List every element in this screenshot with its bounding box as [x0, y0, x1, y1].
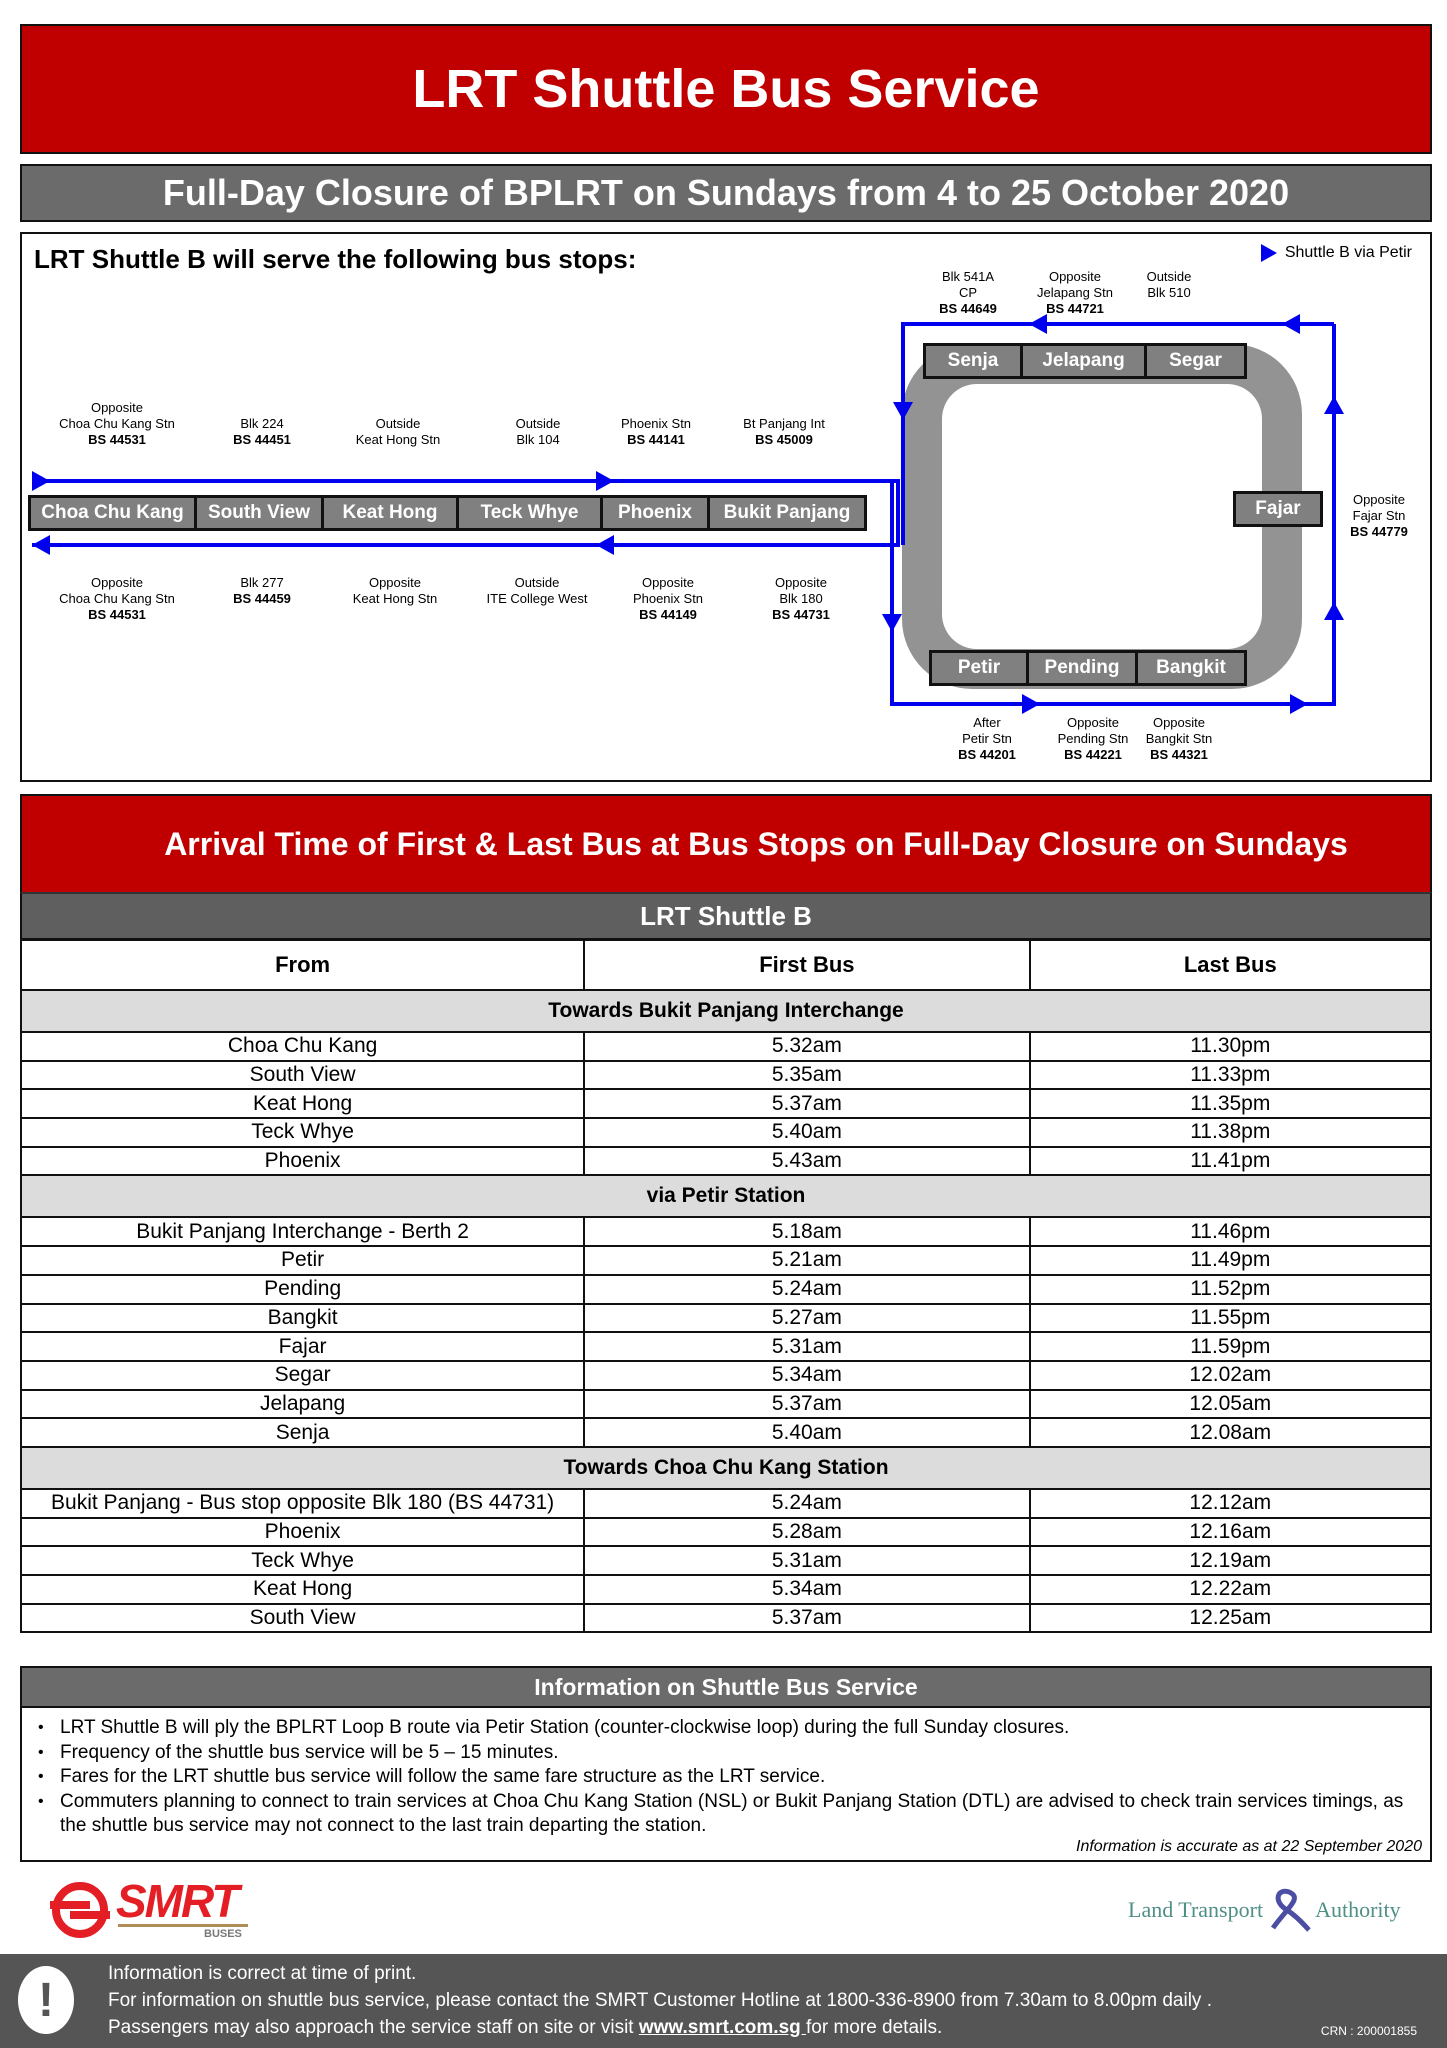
- table-header-row: [21, 940, 1431, 990]
- footer-text: [108, 1960, 1212, 2041]
- table-row: [21, 1489, 1431, 1518]
- section-title: Towards Choa Chu Kang Station: [21, 1447, 1431, 1489]
- info-bullet: • Frequency of the shuttle bus service will be 5 – 15 minutes.: [36, 1741, 1416, 1766]
- station-bangkit: Bangkit: [1135, 650, 1247, 686]
- info-bullet: • Fares for the LRT shuttle bus service will follow the same fare structure as the LRT service.: [36, 1765, 1416, 1790]
- table-row: [21, 1275, 1431, 1304]
- service-banner: [20, 892, 1432, 940]
- table-row: [21, 1217, 1431, 1246]
- bus-stop-label: Outside Blk 510: [1146, 269, 1192, 300]
- footer-line: For information on shuttle bus service, please contact the SMRT Customer Hotline at 1800-336-8900 from 7.30am to 8.00pm daily .: [108, 1990, 1212, 2011]
- lta-logo: [1128, 1888, 1401, 1932]
- last-bus-cell: 12.05am: [1030, 1390, 1431, 1419]
- info-bullet: • LRT Shuttle B will ply the BPLRT Loop B route via Petir Station (counter-clockwise loop) during the full Sunday closures.: [36, 1716, 1416, 1741]
- last-bus-cell: 11.59pm: [1030, 1332, 1431, 1361]
- info-title: Information on Shuttle Bus Service: [22, 1668, 1430, 1708]
- last-bus-cell: 12.08am: [1030, 1418, 1431, 1447]
- bus-stop-label: Blk 277 BS 44459: [233, 575, 291, 606]
- from-cell: Bukit Panjang Interchange - Berth 2: [21, 1217, 584, 1246]
- first-bus-cell: 5.37am: [584, 1089, 1029, 1118]
- from-cell: Petir: [21, 1246, 584, 1275]
- bus-stop-label: Opposite Blk 180 BS 44731: [772, 575, 830, 622]
- smrt-wordmark: SMRT: [116, 1875, 238, 1927]
- first-bus-cell: 5.32am: [584, 1032, 1029, 1061]
- page-subtitle: Full-Day Closure of BPLRT on Sundays from 4 to 25 October 2020: [162, 172, 1290, 213]
- bus-stop-label: Blk 541A CP BS 44649: [939, 269, 997, 316]
- last-bus-cell: 12.16am: [1030, 1518, 1431, 1547]
- bus-stop-label: Opposite Jelapang Stn BS 44721: [1037, 269, 1113, 316]
- table-row: [21, 1147, 1431, 1176]
- first-bus-cell: 5.40am: [584, 1418, 1029, 1447]
- station-petir: Petir: [929, 650, 1029, 686]
- lta-text-right: Authority: [1315, 1897, 1401, 1922]
- from-cell: Phoenix: [21, 1518, 584, 1547]
- bus-stop-label: Opposite Choa Chu Kang Stn BS 44531: [59, 400, 175, 447]
- info-bullet: • Commuters planning to connect to train services at Choa Chu Kang Station (NSL) or Bukit Panjang Station (DTL) are advised to check train services timings, as the shuttle bus service may not connect to the last train departing the station.: [36, 1790, 1416, 1839]
- from-cell: Jelapang: [21, 1390, 584, 1419]
- station-jelapang: Jelapang: [1020, 343, 1147, 379]
- from-cell: Pending: [21, 1275, 584, 1304]
- map-heading: LRT Shuttle B will serve the following bus stops:: [34, 244, 637, 274]
- smrt-buses-logo: [48, 1875, 268, 1942]
- table-row: [21, 1332, 1431, 1361]
- first-bus-cell: 5.40am: [584, 1118, 1029, 1147]
- info-list: [22, 1708, 1430, 1839]
- first-bus-cell: 5.35am: [584, 1061, 1029, 1090]
- section-header-row: [21, 1175, 1431, 1217]
- from-cell: South View: [21, 1061, 584, 1090]
- bus-stop-label: Opposite Fajar Stn BS 44779: [1350, 492, 1408, 539]
- from-cell: South View: [21, 1604, 584, 1633]
- timetable-title-banner: [20, 794, 1432, 892]
- last-bus-cell: 11.52pm: [1030, 1275, 1431, 1304]
- section-title: via Petir Station: [21, 1175, 1431, 1217]
- footer-line: Passengers may also approach the service staff on site or visit www.smrt.com.sg for more details.: [108, 2017, 943, 2038]
- first-bus-cell: 5.24am: [584, 1275, 1029, 1304]
- first-bus-cell: 5.21am: [584, 1246, 1029, 1275]
- lta-text-left: Land Transport: [1128, 1897, 1264, 1922]
- subtitle-banner: [20, 164, 1432, 222]
- column-header-from: From: [21, 940, 584, 990]
- table-row: [21, 1418, 1431, 1447]
- last-bus-cell: 11.49pm: [1030, 1246, 1431, 1275]
- first-bus-cell: 5.24am: [584, 1489, 1029, 1518]
- table-row: [21, 1246, 1431, 1275]
- first-bus-cell: 5.34am: [584, 1575, 1029, 1604]
- first-bus-cell: 5.18am: [584, 1217, 1029, 1246]
- smrt-sub: BUSES: [204, 1928, 242, 1940]
- first-bus-cell: 5.37am: [584, 1390, 1029, 1419]
- last-bus-cell: 11.46pm: [1030, 1217, 1431, 1246]
- bus-stop-label: Outside Blk 104: [515, 416, 561, 447]
- table-row: [21, 1390, 1431, 1419]
- station-choa-chu-kang: Choa Chu Kang: [28, 495, 197, 531]
- last-bus-cell: 11.55pm: [1030, 1304, 1431, 1333]
- table-row: [21, 1304, 1431, 1333]
- last-bus-cell: 11.41pm: [1030, 1147, 1431, 1176]
- last-bus-cell: 11.35pm: [1030, 1089, 1431, 1118]
- from-cell: Segar: [21, 1361, 584, 1390]
- station-pending: Pending: [1026, 650, 1138, 686]
- last-bus-cell: 12.22am: [1030, 1575, 1431, 1604]
- first-bus-cell: 5.34am: [584, 1361, 1029, 1390]
- station-senja: Senja: [923, 343, 1023, 379]
- legend-label: Shuttle B via Petir: [1284, 244, 1412, 261]
- service-name: LRT Shuttle B: [640, 900, 812, 931]
- timetable-title: Arrival Time of First & Last Bus at Bus Stops on Full-Day Closure on Sundays: [164, 825, 1348, 862]
- last-bus-cell: 11.33pm: [1030, 1061, 1431, 1090]
- station-phoenix: Phoenix: [600, 495, 710, 531]
- title-banner: [20, 24, 1432, 154]
- lta-ribbon-icon: [1267, 1888, 1311, 1932]
- first-bus-cell: 5.43am: [584, 1147, 1029, 1176]
- from-cell: Teck Whye: [21, 1118, 584, 1147]
- station-bukit-panjang: Bukit Panjang: [707, 495, 867, 531]
- section-title: Towards Bukit Panjang Interchange: [21, 990, 1431, 1032]
- column-header-first-bus: First Bus: [584, 940, 1029, 990]
- from-cell: Bukit Panjang - Bus stop opposite Blk 180 (BS 44731): [21, 1489, 584, 1518]
- from-cell: Choa Chu Kang: [21, 1032, 584, 1061]
- last-bus-cell: 11.30pm: [1030, 1032, 1431, 1061]
- station-segar: Segar: [1144, 343, 1247, 379]
- section-header-row: [21, 990, 1431, 1032]
- route-map: [20, 232, 1432, 782]
- bus-stop-label: Opposite Bangkit Stn BS 44321: [1145, 715, 1213, 762]
- station-south-view: South View: [194, 495, 324, 531]
- table-row: [21, 1361, 1431, 1390]
- last-bus-cell: 12.19am: [1030, 1546, 1431, 1575]
- bus-stop-label: Opposite Phoenix Stn BS 44149: [632, 575, 704, 622]
- bus-stop-label: Opposite Choa Chu Kang Stn BS 44531: [59, 575, 175, 622]
- section-header-row: [21, 1447, 1431, 1489]
- station-fajar: Fajar: [1233, 491, 1323, 527]
- from-cell: Bangkit: [21, 1304, 584, 1333]
- from-cell: Senja: [21, 1418, 584, 1447]
- last-bus-cell: 12.02am: [1030, 1361, 1431, 1390]
- table-row: [21, 1604, 1431, 1633]
- from-cell: Keat Hong: [21, 1575, 584, 1604]
- from-cell: Phoenix: [21, 1147, 584, 1176]
- exclamation-icon: !: [18, 1966, 74, 2034]
- first-bus-cell: 5.28am: [584, 1518, 1029, 1547]
- bus-stop-label: Bt Panjang Int BS 45009: [743, 416, 825, 447]
- table-row: [21, 1032, 1431, 1061]
- from-cell: Teck Whye: [21, 1546, 584, 1575]
- last-bus-cell: 12.12am: [1030, 1489, 1431, 1518]
- last-bus-cell: 12.25am: [1030, 1604, 1431, 1633]
- smrt-website-link[interactable]: www.smrt.com.sg: [638, 2017, 807, 2038]
- bus-stop-label: Phoenix Stn BS 44141: [620, 416, 692, 447]
- last-bus-cell: 11.38pm: [1030, 1118, 1431, 1147]
- footer-notice: [0, 1954, 1447, 2048]
- table-row: [21, 1546, 1431, 1575]
- bus-stop-label: Opposite Pending Stn BS 44221: [1057, 715, 1129, 762]
- page-title: LRT Shuttle Bus Service: [412, 59, 1040, 119]
- bus-stop-label: Outside Keat Hong Stn: [355, 416, 441, 447]
- table-row: [21, 1061, 1431, 1090]
- footer-line: Information is correct at time of print.: [108, 1963, 417, 1984]
- bus-stop-label: Outside ITE College West: [486, 575, 588, 606]
- from-cell: Fajar: [21, 1332, 584, 1361]
- first-bus-cell: 5.31am: [584, 1546, 1029, 1575]
- bus-stop-label: After Petir Stn BS 44201: [958, 715, 1016, 762]
- bus-stop-label: Opposite Keat Hong Stn: [352, 575, 438, 606]
- table-row: [21, 1575, 1431, 1604]
- crn-code: CRN : 200001855: [1320, 2024, 1417, 2038]
- first-bus-cell: 5.37am: [584, 1604, 1029, 1633]
- timetable: [20, 939, 1432, 1633]
- bus-stop-label: Blk 224 BS 44451: [233, 416, 291, 447]
- column-header-last-bus: Last Bus: [1030, 940, 1431, 990]
- table-row: [21, 1089, 1431, 1118]
- from-cell: Keat Hong: [21, 1089, 584, 1118]
- table-row: [21, 1518, 1431, 1547]
- accuracy-note: Information is accurate as at 22 September 2020: [1076, 1838, 1422, 1855]
- first-bus-cell: 5.27am: [584, 1304, 1029, 1333]
- first-bus-cell: 5.31am: [584, 1332, 1029, 1361]
- info-panel: [20, 1666, 1432, 1862]
- station-teck-whye: Teck Whye: [456, 495, 603, 531]
- table-row: [21, 1118, 1431, 1147]
- station-keat-hong: Keat Hong: [321, 495, 459, 531]
